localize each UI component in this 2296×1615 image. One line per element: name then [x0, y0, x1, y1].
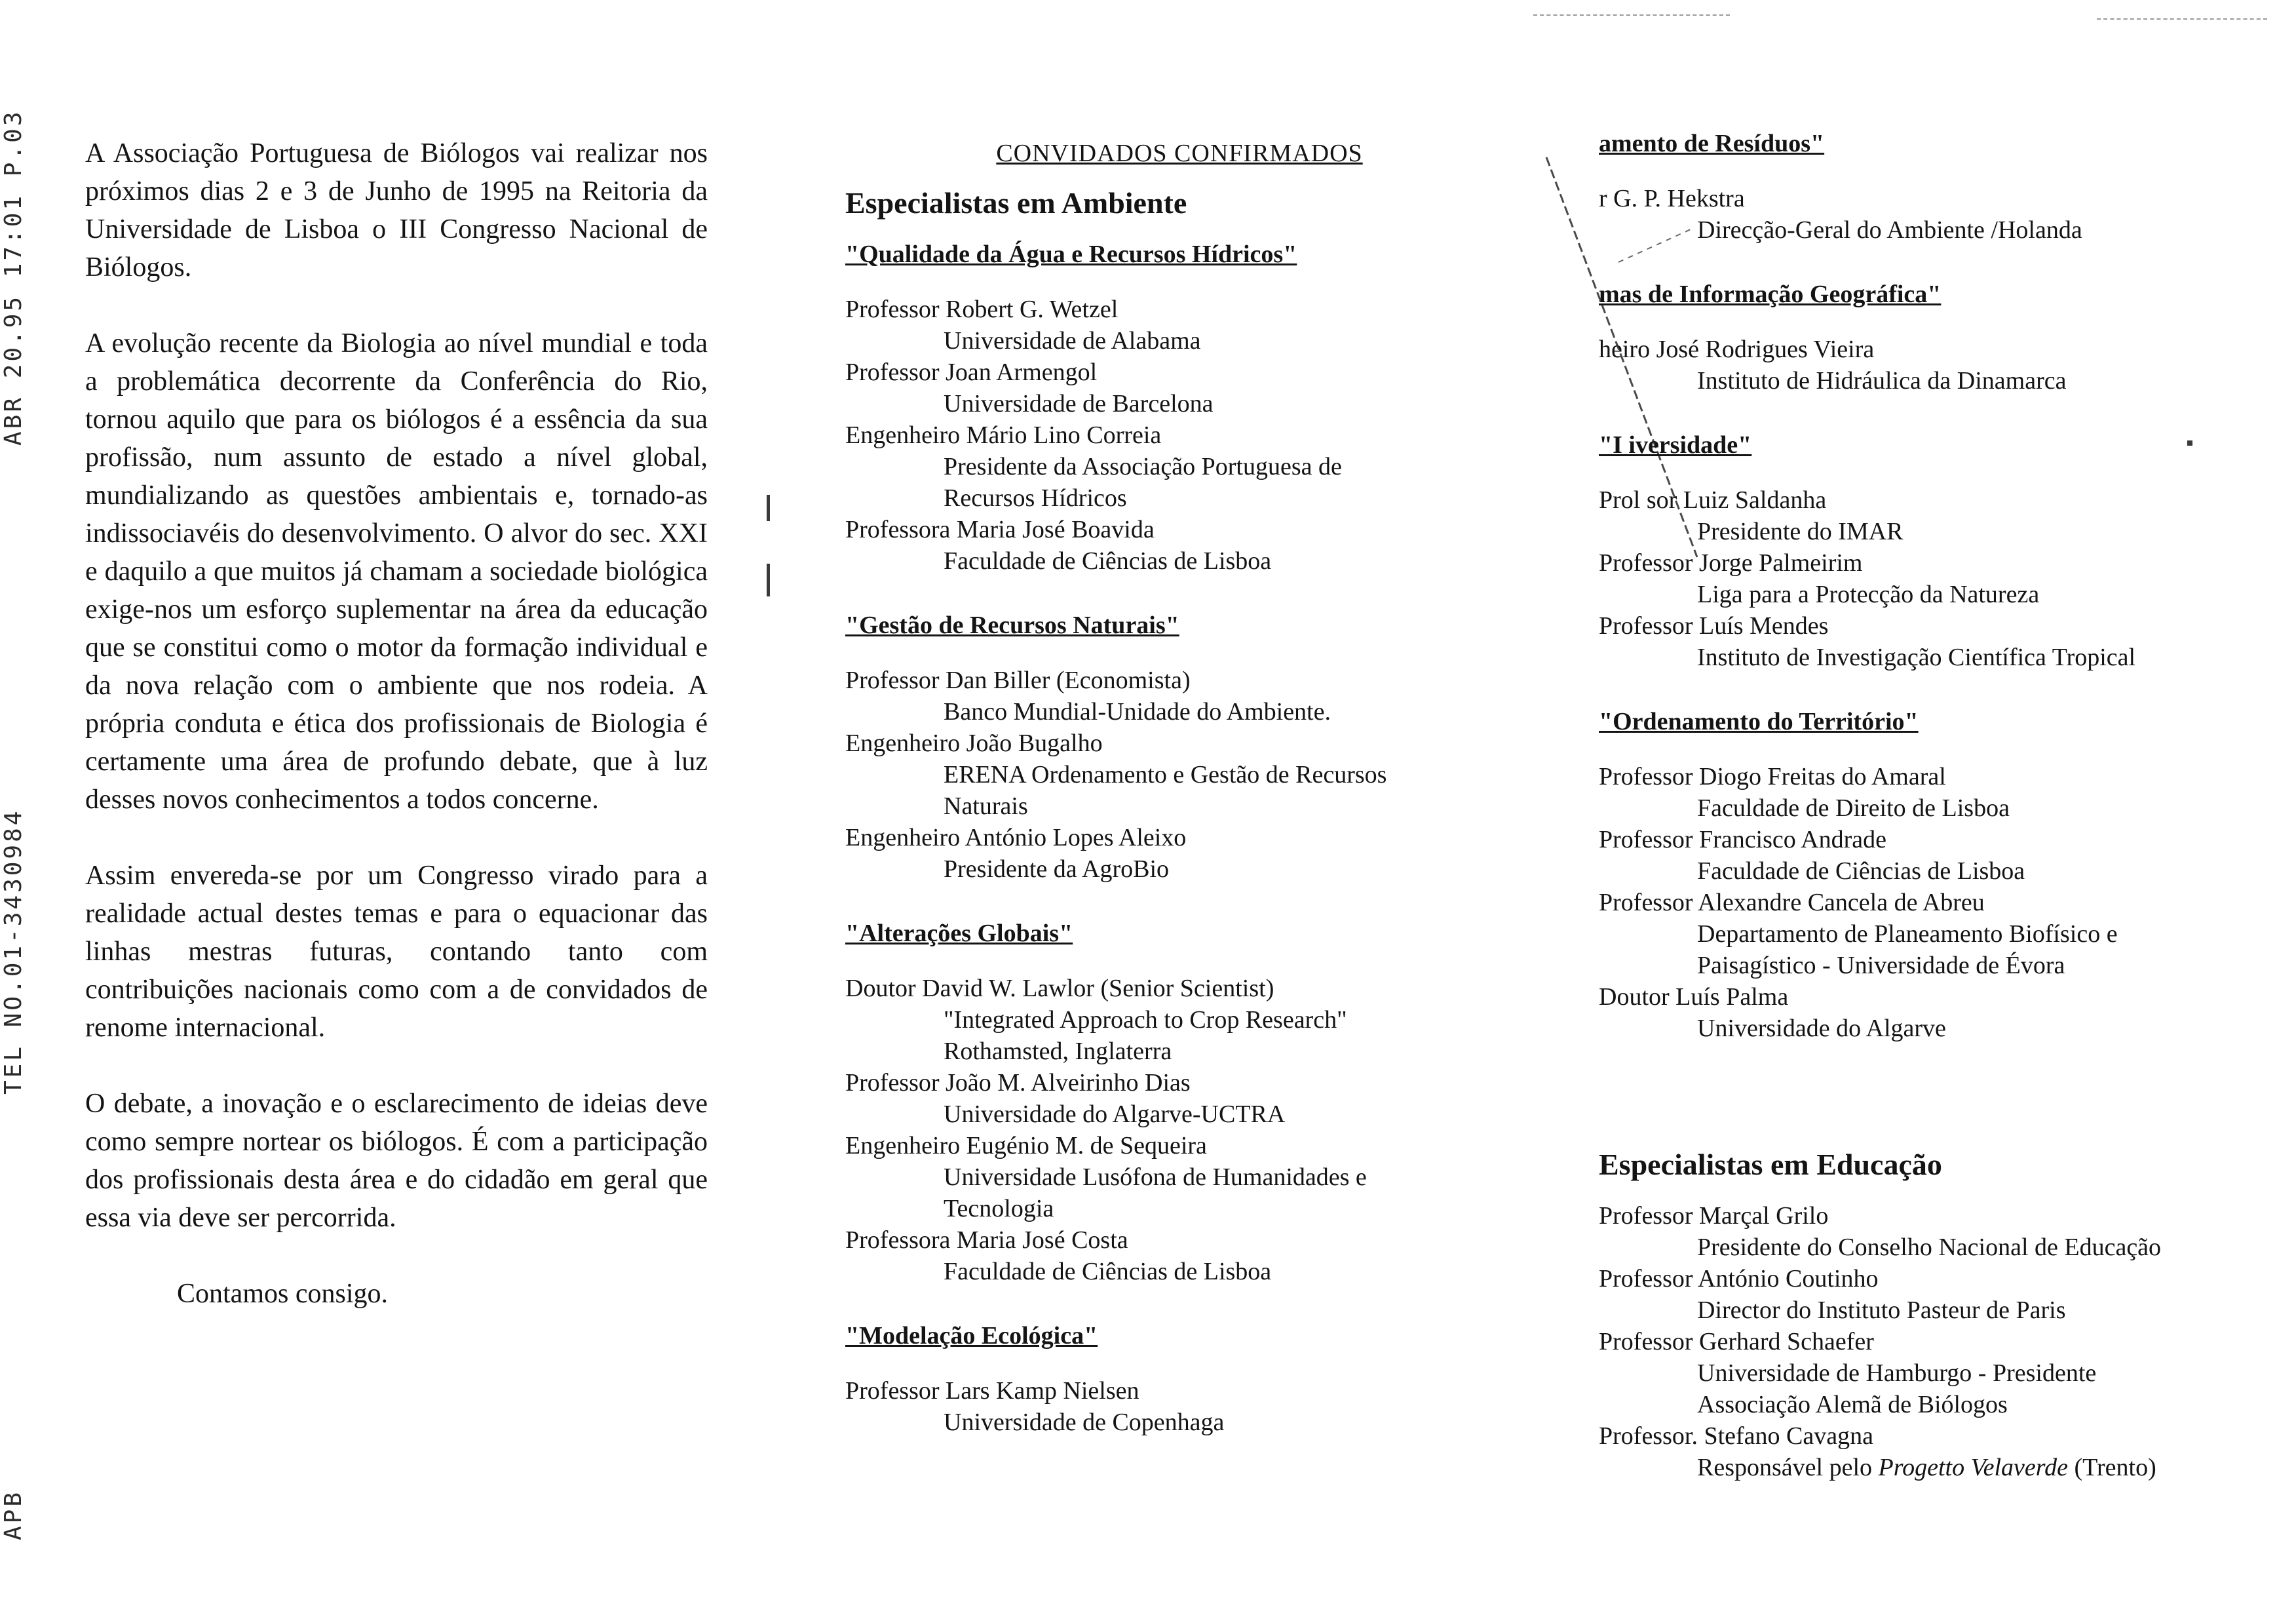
guest-entry	[1599, 761, 2293, 824]
scan-artifact-line	[2097, 18, 2267, 20]
guest-affiliation: Universidade do Algarve-UCTRA	[944, 1100, 1286, 1128]
guest-affiliation: Director do Instituto Pasteur de Paris	[1697, 1296, 2066, 1324]
guest-entry	[845, 1224, 1514, 1287]
fax-header-phone: TEL NO.01-3430984	[0, 808, 27, 1095]
guest-name: Professor Gerhard Schaefer	[1599, 1328, 1874, 1355]
guest-name: Engenheiro Eugénio M. de Sequeira	[845, 1132, 1207, 1159]
guest-name: Professor Alexandre Cancela de Abreu	[1599, 889, 1985, 916]
topic-section	[845, 918, 1514, 1287]
topic-section	[845, 1320, 1514, 1438]
topic-section	[1599, 429, 2293, 673]
guest-affiliation: Rothamsted, Inglaterra	[944, 1038, 1172, 1065]
guest-name: Professor Jorge Palmeirim	[1599, 549, 1863, 577]
guest-name: r G. P. Hekstra	[1599, 185, 1745, 212]
guest-entry	[845, 1375, 1514, 1438]
guest-affiliation: Faculdade de Ciências de Lisboa	[944, 1258, 1272, 1285]
guest-affiliation: Naturais	[944, 792, 1028, 820]
guest-affiliation: Presidente do IMAR	[1697, 518, 1904, 545]
topic-section	[1599, 279, 2293, 397]
guest-name: Professor Lars Kamp Nielsen	[845, 1377, 1139, 1405]
guest-name: Engenheiro António Lopes Aleixo	[845, 824, 1187, 851]
guest-entry	[845, 973, 1514, 1067]
scan-artifact-line	[1533, 14, 1730, 16]
guest-entry	[845, 1067, 1514, 1130]
guest-name: heiro José Rodrigues Vieira	[1599, 336, 1875, 363]
guest-name: Professora Maria José Costa	[845, 1226, 1128, 1254]
guest-affiliation: ERENA Ordenamento e Gestão de Recursos	[944, 761, 1387, 788]
topic-title: "Alterações Globais"	[845, 920, 1073, 947]
scan-artifact-dot	[767, 564, 770, 596]
guest-name: Prol sor Luiz Saldanha	[1599, 486, 1827, 514]
guest-affiliation: Associação Alemã de Biólogos	[1697, 1391, 2008, 1418]
intro-paragraph: Assim envereda-se por um Congresso virado para a realidade actual destes temas e para o equacionar das linhas mestras futuras, contando tanto com contribuições nacionais como com a de convidados de renome internacional.	[85, 861, 708, 1043]
guest-entry	[845, 1130, 1514, 1224]
guest-entry	[1599, 183, 2293, 246]
environment-sections-b	[1599, 128, 2293, 1044]
topic-title: "I iversidade"	[1599, 431, 1752, 459]
guest-affiliation: Universidade de Hamburgo - Presidente	[1697, 1359, 2097, 1387]
guest-affiliation: Instituto de Hidráulica da Dinamarca	[1697, 367, 2067, 395]
guests-column-2	[1599, 128, 2293, 1483]
intro-paragraph: A evolução recente da Biologia ao nível mundial e toda a problemática decorrente da Conferência do Rio, tornou aquilo que para os biólogos é a essência da sua profissão, num assunto de estado a nível global, mundializando as questões ambientais e, tornado-as indissociavéis do desenvolvimento. O alvor do sec. XXI e daquilo a que muitos já chamam a sociedade biológica exige-nos um esforço suplementar na área da educação que se constitui como o motor da formação individual e da nova relação com o ambiente que nos rodeia. A própria conduta e ética dos profissionais de Biologia é certamente uma área de profundo debate, que à luz desses novos conhecimentos a todos concerne.	[85, 328, 708, 815]
guest-affiliation: Recursos Hídricos	[944, 484, 1127, 512]
topic-title: amento de Resíduos"	[1599, 130, 1825, 157]
guest-affiliation: Universidade Lusófona de Humanidades e	[944, 1163, 1367, 1191]
closing-line: Contamos consigo.	[177, 1279, 388, 1309]
topic-title: mas de Informação Geográfica"	[1599, 281, 1942, 308]
topic-title: "Modelação Ecológica"	[845, 1322, 1098, 1350]
guest-entry	[845, 357, 1514, 419]
guest-affiliation: Liga para a Protecção da Natureza	[1697, 581, 2040, 608]
guest-name: Professor António Coutinho	[1599, 1265, 1879, 1293]
guest-entry	[1599, 1200, 2293, 1263]
guest-name: Engenheiro João Bugalho	[845, 730, 1103, 757]
guest-entry	[1599, 1263, 2293, 1326]
guest-affiliation: Faculdade de Ciências de Lisboa	[944, 547, 1272, 575]
guests-column-1	[845, 138, 1514, 1471]
project-name: Progetto Velaverde	[1878, 1454, 2068, 1481]
guest-affiliation: Universidade de Barcelona	[944, 390, 1214, 418]
guest-affiliation: Universidade do Algarve	[1697, 1015, 1946, 1042]
environment-sections-a	[845, 239, 1514, 1438]
guest-entry	[1599, 981, 2293, 1044]
guest-affiliation: Universidade de Alabama	[944, 327, 1201, 355]
guest-affiliation: Tecnologia	[944, 1195, 1054, 1222]
guest-name: Professor Marçal Grilo	[1599, 1202, 1829, 1230]
guest-affiliation: Paisagístico - Universidade de Évora	[1697, 952, 2065, 979]
guest-entry	[845, 665, 1514, 728]
fax-header-date: ABR 20.95 17:01 P.03	[0, 109, 27, 446]
education-list	[1599, 1200, 2293, 1483]
guest-entry	[1599, 334, 2293, 397]
topic-section	[845, 610, 1514, 885]
education-specialists-heading: Especialistas em Educação	[1599, 1148, 1942, 1181]
guest-name: Professor Robert G. Wetzel	[845, 296, 1119, 323]
scan-artifact-dot	[767, 495, 770, 521]
guest-name: Professora Maria José Boavida	[845, 516, 1155, 543]
topic-section	[1599, 128, 2293, 246]
environment-specialists-heading: Especialistas em Ambiente	[845, 186, 1187, 220]
guest-name: Professor Dan Biller (Economista)	[845, 667, 1191, 694]
guest-name: Engenheiro Mário Lino Correia	[845, 421, 1162, 449]
topic-section	[1599, 706, 2293, 1044]
guest-entry	[845, 822, 1514, 885]
topic-title: "Qualidade da Água e Recursos Hídricos"	[845, 241, 1297, 268]
intro-paragraph: A Associação Portuguesa de Biólogos vai realizar nos próximos dias 2 e 3 de Junho de 1995 na Reitoria da Universidade de Lisboa o III Congresso Nacional de Biólogos.	[85, 138, 708, 282]
guest-affiliation: "Integrated Approach to Crop Research"	[944, 1006, 1347, 1034]
guest-name: Professor Francisco Andrade	[1599, 826, 1887, 853]
confirmed-guests-heading: CONVIDADOS CONFIRMADOS	[996, 140, 1363, 167]
guest-affiliation: Presidente da AgroBio	[944, 855, 1170, 883]
guest-entry	[845, 728, 1514, 822]
guest-affiliation: Universidade de Copenhaga	[944, 1409, 1225, 1436]
guest-name: Professor. Stefano Cavagna	[1599, 1422, 1873, 1450]
guest-entry	[845, 294, 1514, 357]
guest-affiliation: Faculdade de Ciências de Lisboa	[1697, 857, 2025, 885]
guest-name: Professor Luís Mendes	[1599, 612, 1829, 640]
guest-entry	[1599, 610, 2293, 673]
guest-entry	[845, 419, 1514, 514]
guest-name: Professor Diogo Freitas do Amaral	[1599, 763, 1946, 790]
guest-name: Professor João M. Alveirinho Dias	[845, 1069, 1191, 1097]
topic-section	[845, 239, 1514, 577]
guest-affiliation: Direcção-Geral do Ambiente /Holanda	[1697, 216, 2082, 244]
intro-paragraph: O debate, a inovação e o esclarecimento de ideias deve como sempre nortear os biólogos. É com a participação dos profissionais desta área e do cidadão em geral que essa via deve ser percorrida.	[85, 1089, 708, 1233]
guest-name: Professor Joan Armengol	[845, 359, 1098, 386]
guest-affiliation: Banco Mundial-Unidade do Ambiente.	[944, 698, 1331, 726]
guest-entry	[1599, 824, 2293, 887]
guest-name: Doutor David W. Lawlor (Senior Scientist)	[845, 975, 1274, 1002]
guest-entry	[1599, 1420, 2293, 1483]
guest-entry	[1599, 547, 2293, 610]
guest-affiliation: Departamento de Planeamento Biofísico e	[1697, 920, 2118, 948]
guest-affiliation: Presidente do Conselho Nacional de Educação	[1697, 1234, 2162, 1261]
guest-affiliation: Responsável pelo Progetto Velaverde (Trento)	[1697, 1454, 2156, 1481]
topic-title: "Ordenamento do Território"	[1599, 708, 1919, 735]
guest-entry	[845, 514, 1514, 577]
guest-name: Doutor Luís Palma	[1599, 983, 1789, 1011]
guest-affiliation: Faculdade de Direito de Lisboa	[1697, 794, 2010, 822]
guest-affiliation: Presidente da Associação Portuguesa de	[944, 453, 1342, 480]
topic-title: "Gestão de Recursos Naturais"	[845, 612, 1179, 639]
fax-header-sender: APB	[0, 1489, 27, 1540]
guest-entry	[1599, 887, 2293, 981]
guest-entry	[1599, 1326, 2293, 1420]
guest-entry	[1599, 484, 2293, 547]
guest-affiliation: Instituto de Investigação Científica Tropical	[1697, 644, 2136, 671]
intro-column	[85, 134, 708, 1351]
